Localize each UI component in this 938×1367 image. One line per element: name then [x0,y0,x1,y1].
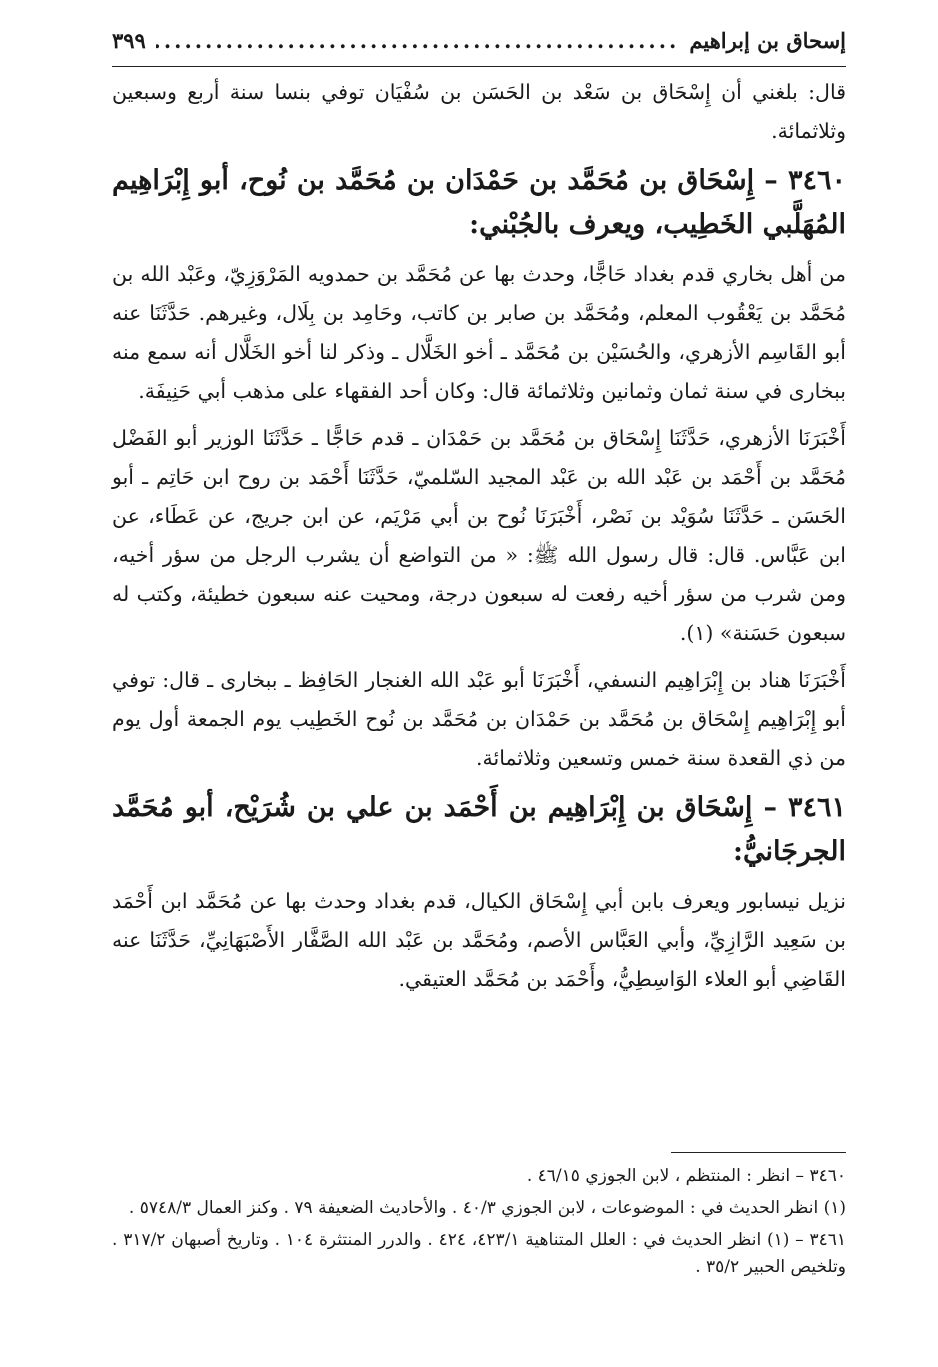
footnote-2: (١) انظر الحديث في : الموضوعات ، لابن الجوزي ٤٠/٣ . والأحاديث الضعيفة ٧٩ . وكنز العمال ٥٧٤٨/٣ . [128,1198,846,1218]
running-title: إسحاق بن إبراهيم [689,28,846,53]
footnotes [112,1152,846,1286]
footnote-1: ٣٤٦٠ – انظر : المنتظم ، لابن الجوزي ٤٦/١٥ . [526,1166,846,1186]
page-body [112,28,846,1007]
page-number: ٣٩٩ [112,28,146,53]
entry-3460-paragraph-2: أَخْبَرَنَا الأزهري، حَدَّثَنَا إِسْحَاق بن مُحَمَّد بن حَمْدَان ـ قدم حَاجًّا ـ حَدَّثَنَا الوزير أبو الفَضْل مُحَمَّد بن أَحْمَد بن عَبْد الله بن عَبْد المجيد السّلميّ، حَدَّثَنَا أَحْمَد بن روح ابن حَاتِم ـ أبو الحَسَن ـ حَدَّثَنَا سُوَيْد بن نَصْر، أَخْبَرَنَا نُوح بن أبي مَرْيَم، عن ابن جريج، عن عَطَاء، عن ابن عَبَّاس. قال: قال رسول الله ﷺ: « من التواضع أن يشرب الرجل من سؤر أخيه، ومن شرب من سؤر أخيه رفعت له سبعون درجة، ومحيت عنه سبعون خطيئة، وكتب له سبعون حَسَنة» (١). [112,426,846,645]
entry-3460-heading: ٣٤٦٠ – إِسْحَاق بن مُحَمَّد بن حَمْدَان بن مُحَمَّد بن نُوح، أبو إِبْرَاهِيم المُهَلَّبي الخَطِيب، ويعرف بالجُبْني: [112,165,846,240]
intro-paragraph: قال: بلغني أن إِسْحَاق بن سَعْد بن الحَسَن بن سُفْيَان توفي بنسا سنة أربع وسبعين وثلاثمائة. [112,80,846,143]
footnote-3: ٣٤٦١ – (١) انظر الحديث في : العلل المتناهية ٤٢٣/١، ٤٢٤ . والدرر المنتثرة ١٠٤ . وتاريخ أصبهان ٣١٧/٢ . وتلخيص الحبير ٣٥/٢ . [112,1230,846,1277]
leader-dots [156,28,680,53]
entry-3460-paragraph-3: أَخْبَرَنَا هناد بن إِبْرَاهِيم النسفي، أَخْبَرَنَا أبو عَبْد الله الغنجار الحَافِظ ـ ببخارى ـ قال: توفي أبو إِبْرَاهِيم إِسْحَاق بن مُحَمَّد بن حَمْدَان بن مُحَمَّد بن نُوح الخَطِيب يوم الجمعة أول يوم من ذي القعدة سنة خمس وتسعين وثلاثمائة. [112,668,846,770]
entry-3461-heading: ٣٤٦١ – إِسْحَاق بن إِبْرَاهِيم بن أَحْمَد بن علي بن شُرَيْح، أبو مُحَمَّد الجرجَانيُّ: [112,792,846,867]
entry-3461-paragraph-1: نزيل نيسابور ويعرف بابن أبي إِسْحَاق الكيال، قدم بغداد وحدث بها عن مُحَمَّد ابن أَحْمَد بن سَعِيد الرَّازِيِّ، وأبي العَبَّاس الأصم، ومُحَمَّد بن عَبْد الله الصَّفَّار الأَصْبَهَانِيِّ، حَدَّثَنَا عنه القَاضِي أبو العلاء الوَاسِطِيُّ، وأَحْمَد بن مُحَمَّد العتيقي. [112,889,846,991]
entry-3460-paragraph-1: من أهل بخاري قدم بغداد حَاجًّا، وحدث بها عن مُحَمَّد بن حمدويه المَرْوَزِيّ، وعَبْد الله بن مُحَمَّد بن يَعْقُوب المعلم، ومُحَمَّد بن صابر بن كاتب، وحَامِد بن بِلَال، وغيرهم. حَدَّثَنَا عنه أبو القَاسِم الأزهري، والحُسَيْن بن مُحَمَّد ـ أخو الخَلَّال ـ وذكر لنا أخو الخَلَّال أنه سمع منه ببخارى في سنة ثمان وثمانين وثلاثمائة قال: وكان أحد الفقهاء على مذهب أبي حَنِيفَة. [112,262,846,403]
running-header [112,28,846,67]
footnote-divider [671,1152,846,1153]
